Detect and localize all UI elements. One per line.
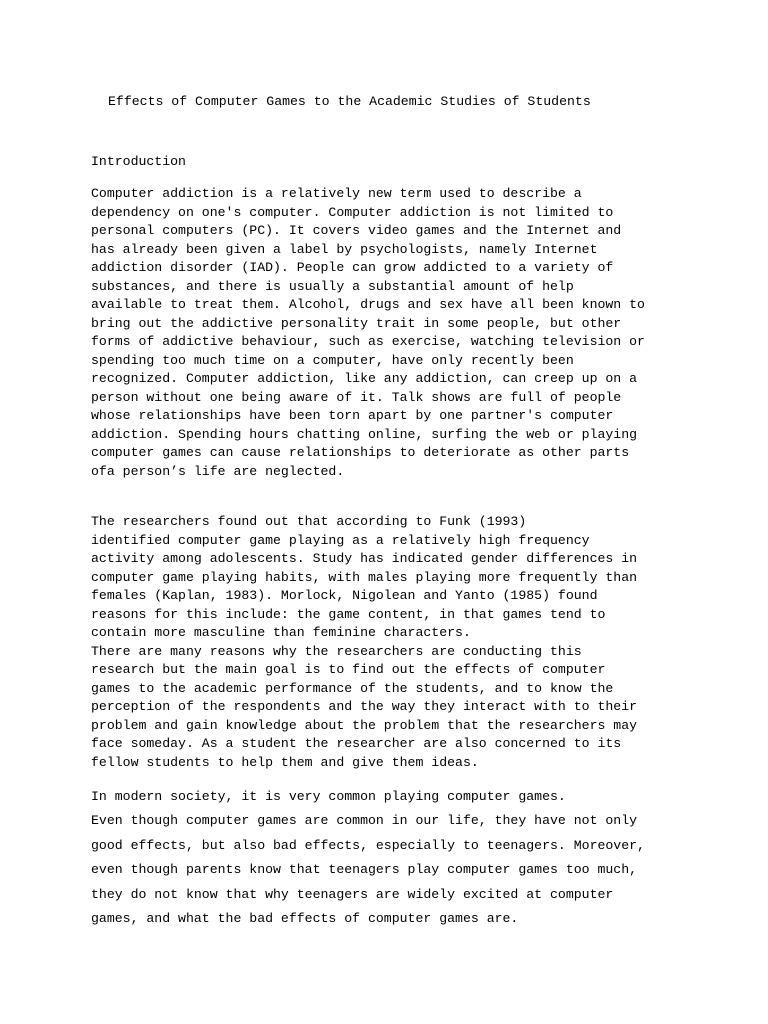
paragraph-researchers: The researchers found out that according to Funk (1993) identified computer game playing as a relatively high frequency activity among adolescents. Study has indicated gender differences in computer game playing habits, with males playing more frequently than females (Kaplan, 1983). Morlock, Nigolean and Yanto (1985) found reasons for this include: the game content, in that games tend to contain more masculine than feminine characters. There are many reasons why the researchers are conducting this research but the main goal is to find out the effects of computer games to the academic performance of the students, and to know the perception of the respondents and the way they interact with to their problem and gain knowledge about the problem that the researchers may face someday. As a student the researcher are also concerned to its fellow students to help them and give them ideas. — [91, 514, 638, 770]
section-heading-introduction: Introduction — [91, 154, 186, 169]
paragraph-computer-addiction: Computer addiction is a relatively new term used to describe a dependency on one's computer. Computer addiction is not limited to personal computers (PC). It covers video games and the Internet and has already been given a label by psychologists, namely Internet addiction disorder (IAD). People can grow addicted to a variety of substances, and there is usually a substantial amount of help available to treat them. Alcohol, drugs and sex have all been known to bring out the addictive personality trait in some people, but other forms of addictive behaviour, such as exercise, watching television or spending too much time on a computer, have only recently been recognized. Computer addiction, like any addiction, can creep up on a person without one being aware of it. Talk shows are full of people whose relationships have been torn apart by one partner's computer addiction. Spending hours chatting online, surfing the web or playing computer games can cause relationships to deteriorate as other parts ofa person’s life are neglected. — [91, 186, 645, 479]
document-title: Effects of Computer Games to the Academic Studies of Students — [108, 94, 591, 109]
paragraph-modern-society: In modern society, it is very common playing computer games. Even though computer games are common in our life, they have not only good effects, but also bad effects, especially to teenagers. Moreover, even though parents know that teenagers play computer games too much, they do not know that why teenagers are widely excited at computer games, and what the bad effects of computer games are. — [91, 789, 645, 927]
